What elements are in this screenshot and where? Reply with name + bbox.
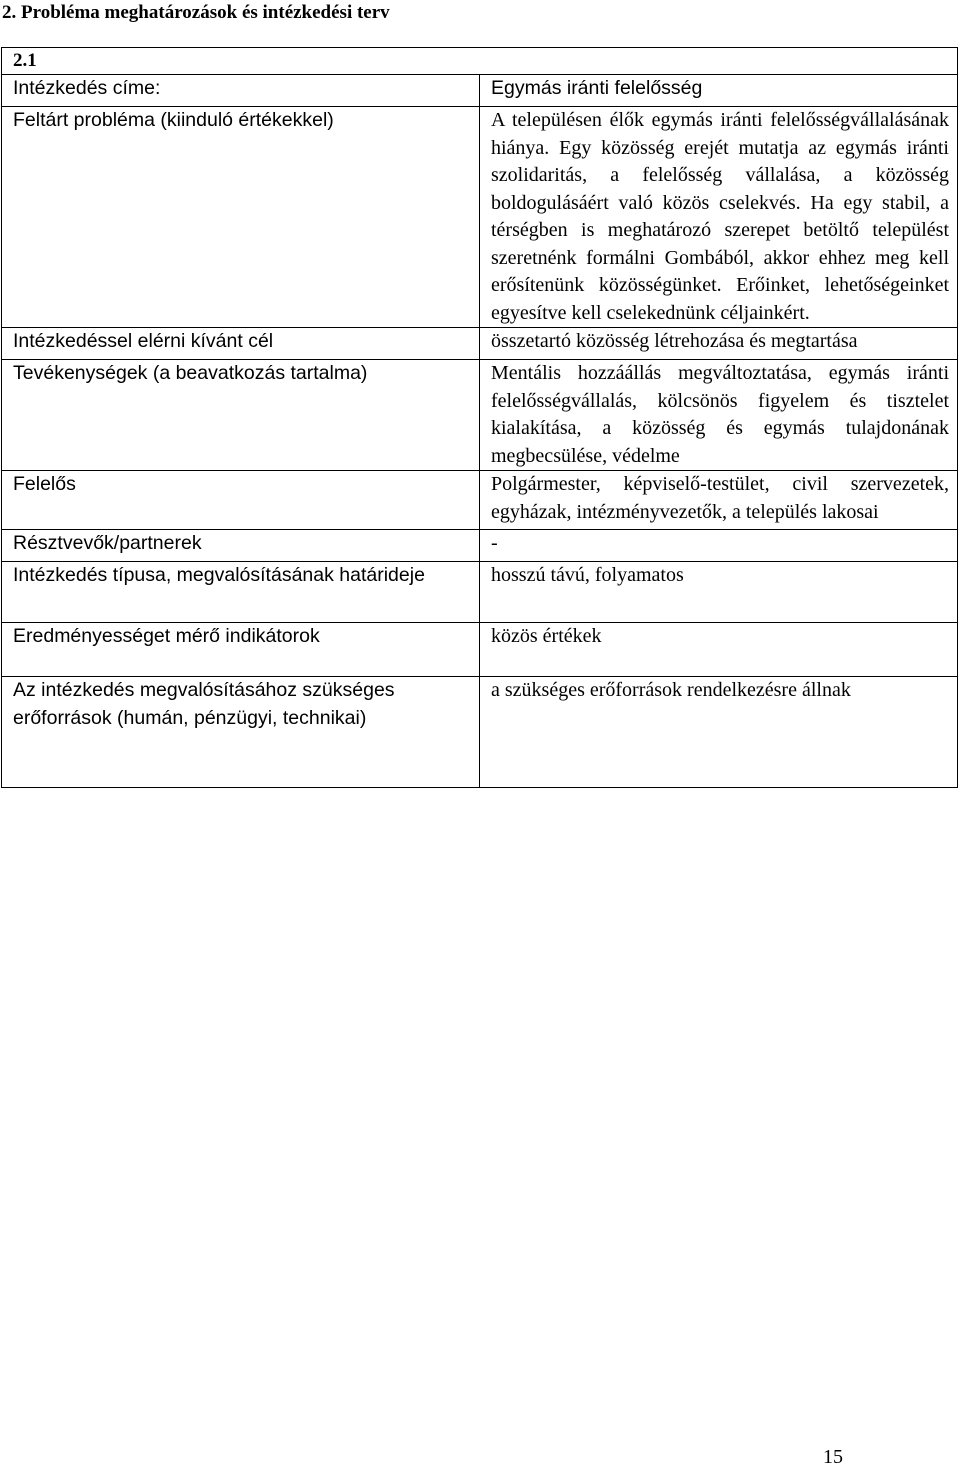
table-row-problem bbox=[2, 107, 958, 328]
row-label-goal: Intézkedéssel elérni kívánt cél bbox=[2, 328, 480, 360]
row-value-partners: - bbox=[480, 530, 958, 562]
row-label-responsible: Felelős bbox=[2, 471, 480, 530]
section-number-row bbox=[2, 48, 958, 75]
row-value-responsible: Polgármester, képviselő-testület, civil szervezetek, egyházak, intézményvezetők, a település lakosai bbox=[480, 471, 958, 530]
table-row-indicators bbox=[2, 623, 958, 677]
row-label-indicators: Eredményességet mérő indikátorok bbox=[2, 623, 480, 677]
page-number: 15 bbox=[823, 1446, 843, 1468]
table-row-goal bbox=[2, 328, 958, 360]
row-label-activities: Tevékenységek (a beavatkozás tartalma) bbox=[2, 360, 480, 471]
row-label-problem: Feltárt probléma (kiinduló értékekkel) bbox=[2, 107, 480, 328]
row-label-resources: Az intézkedés megvalósításához szükséges erőforrások (humán, pénzügyi, technikai) bbox=[2, 677, 480, 788]
row-label-type: Intézkedés típusa, megvalósításának határideje bbox=[2, 562, 480, 623]
table-row-type bbox=[2, 562, 958, 623]
table-row-activities bbox=[2, 360, 958, 471]
row-value-indicators: közös értékek bbox=[480, 623, 958, 677]
table-row-responsible bbox=[2, 471, 958, 530]
measure-table bbox=[1, 47, 958, 788]
table-row-title bbox=[2, 75, 958, 107]
section-heading: 2. Probléma meghatározások és intézkedési terv bbox=[2, 2, 390, 23]
row-value-resources: a szükséges erőforrások rendelkezésre állnak bbox=[480, 677, 958, 788]
row-label-title: Intézkedés címe: bbox=[2, 75, 480, 107]
row-value-goal: összetartó közösség létrehozása és megtartása bbox=[480, 328, 958, 360]
section-number: 2.1 bbox=[2, 48, 958, 75]
table-row-partners bbox=[2, 530, 958, 562]
row-value-title: Egymás iránti felelősség bbox=[480, 75, 958, 107]
row-value-activities: Mentális hozzáállás megváltoztatása, egymás iránti felelősségvállalás, kölcsönös figyelem és tisztelet kialakítása, a közösség és egymás tulajdonának megbecsülése, védelme bbox=[480, 360, 958, 471]
row-value-type: hosszú távú, folyamatos bbox=[480, 562, 958, 623]
table-row-resources bbox=[2, 677, 958, 788]
row-value-problem: A településen élők egymás iránti felelősségvállalásának hiánya. Egy közösség erejét mutatja az egymás iránti szolidaritás, a felelősség vállalása, a közösség boldogulásáért való közös cselekvés. Ha egy stabil, a térségben is meghatározó szerepet betöltő települést szeretnénk formálni Gombából, akkor ehhez meg kell erősítenünk közösségünket. Erőinket, lehetőségeinket egyesítve kell cselekednünk céljainkért. bbox=[480, 107, 958, 328]
row-label-partners: Résztvevők/partnerek bbox=[2, 530, 480, 562]
